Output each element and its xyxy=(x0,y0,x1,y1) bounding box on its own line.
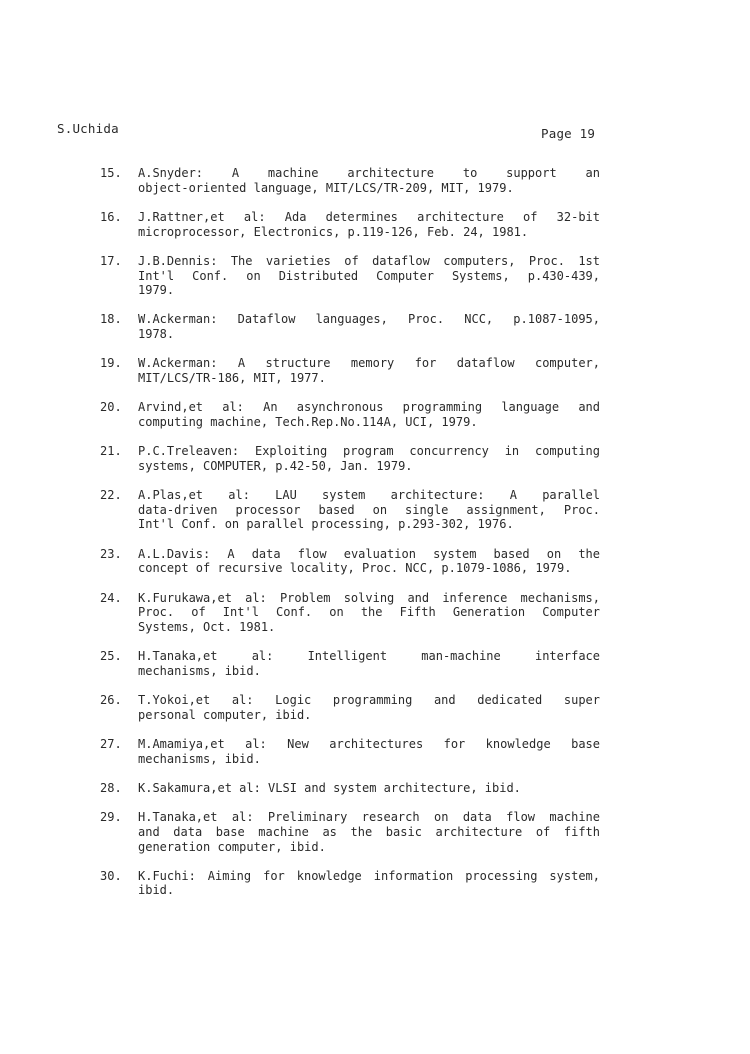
reference-item xyxy=(100,312,600,341)
reference-text xyxy=(138,591,600,635)
reference-line: H.Tanaka,et al: Intelligent man-machine interface xyxy=(138,649,600,664)
reference-line: Arvind,et al: An asynchronous programming language and xyxy=(138,400,600,415)
reference-number: 16. xyxy=(100,209,122,224)
reference-line: A.L.Davis: A data flow evaluation system based on the xyxy=(138,546,600,561)
reference-list xyxy=(100,166,600,913)
reference-number: 15. xyxy=(100,166,122,180)
reference-number: 29. xyxy=(100,810,122,825)
reference-item xyxy=(100,488,600,532)
reference-line: K.Fuchi: Aiming for knowledge information processing system, xyxy=(138,868,600,883)
running-header-author: S.Uchida xyxy=(57,121,119,136)
reference-line: mechanisms, ibid. xyxy=(138,663,261,678)
reference-text xyxy=(138,781,600,796)
reference-text xyxy=(138,488,600,532)
reference-item xyxy=(100,166,600,195)
reference-text xyxy=(138,693,600,722)
reference-number: 24. xyxy=(100,590,122,605)
reference-number: 25. xyxy=(100,649,122,664)
reference-number: 20. xyxy=(100,400,122,415)
reference-line: W.Ackerman: A structure memory for dataflow computer, xyxy=(138,356,600,371)
reference-number: 17. xyxy=(100,253,122,268)
reference-line: 1978. xyxy=(138,327,175,342)
reference-line: mechanisms, ibid. xyxy=(138,751,261,766)
reference-number: 18. xyxy=(100,312,122,327)
reference-number: 23. xyxy=(100,546,122,561)
reference-item xyxy=(100,356,600,385)
reference-item xyxy=(100,591,600,635)
reference-line: Proc. of Int'l Conf. on the Fifth Generation Computer xyxy=(138,605,600,620)
reference-item xyxy=(100,693,600,722)
reference-text xyxy=(138,400,600,429)
reference-number: 26. xyxy=(100,693,122,708)
reference-line: Int'l Conf. on Distributed Computer Systems, p.430-439, xyxy=(138,268,600,283)
reference-line: microprocessor, Electronics, p.119-126, Feb. 24, 1981. xyxy=(138,224,529,239)
reference-line: personal computer, ibid. xyxy=(138,707,312,722)
reference-item xyxy=(100,444,600,473)
reference-line: systems, COMPUTER, p.42-50, Jan. 1979. xyxy=(138,458,413,473)
reference-line: A.Plas,et al: LAU system architecture: A parallel xyxy=(138,488,600,503)
reference-line: ibid. xyxy=(138,883,175,898)
reference-number: 22. xyxy=(100,488,122,503)
reference-line: A.Snyder: A machine architecture to support an xyxy=(138,166,600,180)
reference-item xyxy=(100,810,600,854)
reference-item xyxy=(100,649,600,678)
reference-text xyxy=(138,869,600,898)
reference-line: K.Sakamura,et al: VLSI and system architecture, ibid. xyxy=(138,780,521,795)
reference-number: 27. xyxy=(100,736,122,751)
reference-line: H.Tanaka,et al: Preliminary research on data flow machine xyxy=(138,810,600,825)
reference-number: 30. xyxy=(100,868,122,883)
reference-text xyxy=(138,810,600,854)
reference-line: concept of recursive locality, Proc. NCC, p.1079-1086, 1979. xyxy=(138,561,572,576)
reference-text xyxy=(138,166,600,195)
reference-line: 1979. xyxy=(138,283,175,298)
reference-item xyxy=(100,869,600,898)
reference-line: J.Rattner,et al: Ada determines architecture of 32-bit xyxy=(138,209,600,224)
reference-text xyxy=(138,649,600,678)
reference-line: Systems, Oct. 1981. xyxy=(138,619,276,634)
reference-number: 19. xyxy=(100,356,122,371)
page-number: Page 19 xyxy=(541,126,596,141)
reference-line: and data base machine as the basic architecture of fifth xyxy=(138,824,600,839)
reference-line: Int'l Conf. on parallel processing, p.293-302, 1976. xyxy=(138,517,514,532)
reference-line: K.Furukawa,et al: Problem solving and inference mechanisms, xyxy=(138,590,600,605)
reference-line: computing machine, Tech.Rep.No.114A, UCI, 1979. xyxy=(138,414,478,429)
reference-item xyxy=(100,400,600,429)
reference-line: object-oriented language, MIT/LCS/TR-209, MIT, 1979. xyxy=(138,180,514,195)
reference-number: 21. xyxy=(100,444,122,459)
reference-item xyxy=(100,254,600,298)
reference-line: MIT/LCS/TR-186, MIT, 1977. xyxy=(138,371,326,386)
reference-item xyxy=(100,781,600,796)
reference-text xyxy=(138,356,600,385)
reference-item xyxy=(100,210,600,239)
reference-text xyxy=(138,547,600,576)
reference-text xyxy=(138,444,600,473)
reference-line: T.Yokoi,et al: Logic programming and dedicated super xyxy=(138,693,600,708)
reference-line: M.Amamiya,et al: New architectures for knowledge base xyxy=(138,736,600,751)
reference-line: W.Ackerman: Dataflow languages, Proc. NCC, p.1087-1095, xyxy=(138,312,600,327)
reference-text xyxy=(138,737,600,766)
reference-number: 28. xyxy=(100,780,122,795)
reference-line: P.C.Treleaven: Exploiting program concurrency in computing xyxy=(138,444,600,459)
reference-text xyxy=(138,312,600,341)
reference-text xyxy=(138,254,600,298)
reference-line: generation computer, ibid. xyxy=(138,839,326,854)
reference-item xyxy=(100,737,600,766)
reference-line: data-driven processor based on single assignment, Proc. xyxy=(138,502,600,517)
reference-text xyxy=(138,210,600,239)
reference-line: J.B.Dennis: The varieties of dataflow computers, Proc. 1st xyxy=(138,253,600,268)
reference-item xyxy=(100,547,600,576)
